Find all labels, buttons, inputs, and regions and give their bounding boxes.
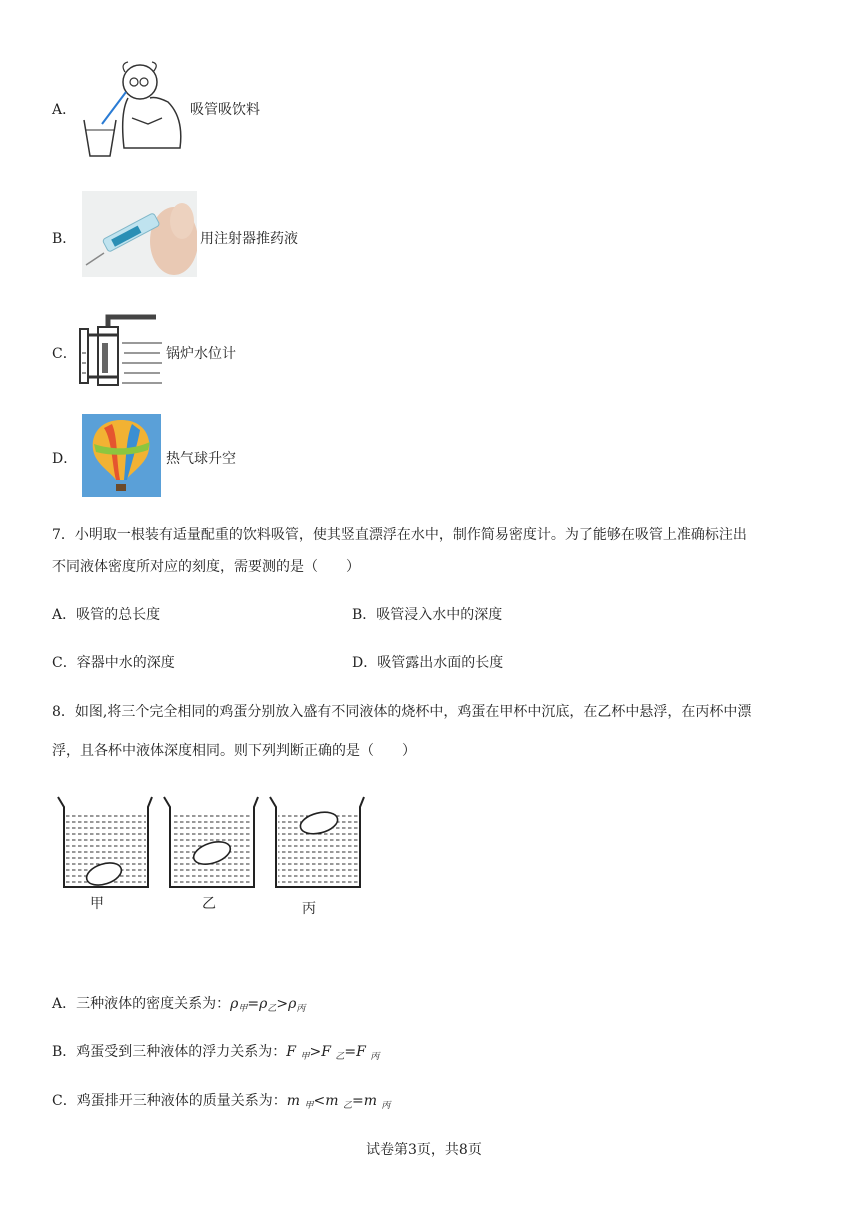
q7-option-a <box>52 605 160 625</box>
mass-symbol: m <box>325 1093 339 1109</box>
option-letter: A． <box>52 996 77 1012</box>
hot-air-balloon-photo <box>82 414 161 497</box>
operator: > <box>276 996 289 1012</box>
option-letter: D． <box>52 451 78 467</box>
option-letter: A． <box>52 607 77 623</box>
beaker-yi <box>164 797 258 887</box>
rho-symbol: ρ <box>230 996 239 1012</box>
option-letter: C． <box>52 655 77 671</box>
option-text: 鸡蛋排开三种液体的质量关系为： <box>76 1093 287 1109</box>
mass-symbol: m <box>363 1093 377 1109</box>
operator: = <box>247 996 260 1012</box>
option-text: 鸡蛋受到三种液体的浮力关系为： <box>76 1044 287 1060</box>
subscript: 甲 <box>304 1101 314 1111</box>
force-symbol: F <box>286 1044 297 1060</box>
option-text: 吸管吸饮料 <box>190 102 260 118</box>
subscript: 丙 <box>370 1052 380 1062</box>
q7-option-c <box>52 653 175 673</box>
syringe-photo <box>82 191 197 277</box>
person-drinking-straw-illustration <box>80 58 188 158</box>
option-letter: B． <box>52 1044 77 1060</box>
question-7-line-2: 不同液体密度所对应的刻度，需要测的是（ ） <box>52 559 360 575</box>
option-text: 三种液体的密度关系为： <box>76 996 231 1012</box>
option-letter: B． <box>52 231 77 247</box>
q8-option-a <box>52 994 305 1016</box>
rho-symbol: ρ <box>259 996 268 1012</box>
option-letter: C． <box>52 346 77 362</box>
option-text: 吸管的总长度 <box>76 607 161 623</box>
q7-option-d <box>352 653 503 673</box>
option-text: 容器中水的深度 <box>76 655 175 671</box>
operator: = <box>344 1044 357 1060</box>
q7-option-b <box>352 605 502 625</box>
option-letter: C． <box>52 1093 77 1109</box>
subscript: 丙 <box>296 1004 306 1014</box>
question-8-line-2: 浮，且各杯中液体深度相同。则下列判断正确的是（ ） <box>52 743 416 759</box>
option-letter: D． <box>352 655 378 671</box>
boiler-water-gauge-diagram <box>74 313 166 389</box>
option-text: 吸管浸入水中的深度 <box>376 607 503 623</box>
subscript: 乙 <box>267 1004 277 1014</box>
subscript: 丙 <box>381 1101 391 1111</box>
q8-option-b <box>52 1042 379 1064</box>
option-text: 吸管露出水面的长度 <box>377 655 504 671</box>
subscript: 甲 <box>300 1052 310 1062</box>
q8-option-c <box>52 1091 390 1113</box>
option-text: 热气球升空 <box>166 451 236 467</box>
beaker-label-jia: 甲 <box>90 896 104 912</box>
operator: = <box>351 1093 364 1109</box>
operator: < <box>313 1093 326 1109</box>
beaker-jia <box>58 797 152 889</box>
page-footer: 试卷第3页，共8页 <box>366 1142 482 1158</box>
subscript: 乙 <box>342 1101 352 1111</box>
rho-symbol: ρ <box>288 996 297 1012</box>
mass-symbol: m <box>286 1093 300 1109</box>
operator: > <box>309 1044 322 1060</box>
option-text: 锅炉水位计 <box>166 346 236 362</box>
option-letter: A． <box>52 102 77 118</box>
subscript: 甲 <box>238 1004 248 1014</box>
beaker-label-bing: 丙 <box>302 901 316 917</box>
force-symbol: F <box>321 1044 331 1060</box>
beaker-bing <box>270 797 364 887</box>
subscript: 乙 <box>335 1052 345 1062</box>
option-letter: B． <box>352 607 377 623</box>
question-7-line-1: 7．小明取一根装有适量配重的饮料吸管，使其竖直漂浮在水中，制作简易密度计。为了能够在吸管上准确标注出 <box>52 527 747 543</box>
beaker-label-yi: 乙 <box>202 896 216 912</box>
question-8-line-1: 8．如图,将三个完全相同的鸡蛋分别放入盛有不同液体的烧杯中，鸡蛋在甲杯中沉底，在乙杯中悬浮，在丙杯中漂 <box>52 704 752 720</box>
option-text: 用注射器推药液 <box>200 231 298 247</box>
force-symbol: F <box>356 1044 366 1060</box>
